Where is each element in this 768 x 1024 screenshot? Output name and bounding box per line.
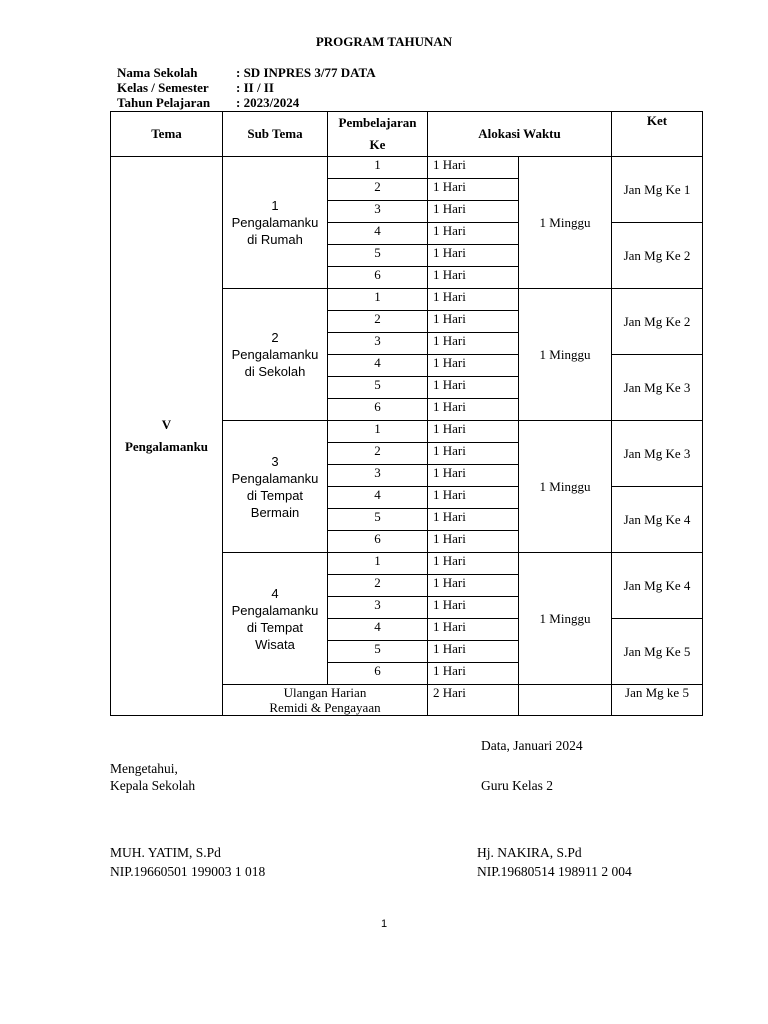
- pembelajaran-ke: 1: [328, 421, 428, 443]
- hari-cell: 1 Hari: [428, 597, 519, 619]
- hari-cell: 1 Hari: [428, 421, 519, 443]
- kepala-name: MUH. YATIM, S.Pd: [110, 845, 221, 860]
- pembelajaran-ke: 6: [328, 663, 428, 685]
- pembelajaran-ke: 2: [328, 311, 428, 333]
- pembelajaran-ke: 1: [328, 289, 428, 311]
- tema-name: Pengalamanku: [124, 439, 209, 454]
- page-number: 1: [380, 918, 388, 930]
- guru-kelas-label: Guru Kelas 2: [481, 778, 553, 793]
- alokasi-minggu: 1 Minggu: [519, 157, 612, 289]
- info-value: : 2023/2024: [236, 95, 300, 110]
- sub-tema-line: di Tempat: [246, 487, 304, 503]
- pembelajaran-ke: 3: [328, 201, 428, 223]
- pembelajaran-ke: 3: [328, 465, 428, 487]
- hari-cell: 1 Hari: [428, 377, 519, 399]
- hari-cell: 1 Hari: [428, 355, 519, 377]
- mengetahui: Mengetahui,: [110, 761, 178, 776]
- date-line: Data, Januari 2024: [481, 738, 583, 753]
- pembelajaran-ke: 4: [328, 223, 428, 245]
- sub-tema-line: di Sekolah: [244, 364, 306, 379]
- hari-cell: 1 Hari: [428, 443, 519, 465]
- alokasi-minggu: 1 Minggu: [519, 421, 612, 553]
- hari-cell: 1 Hari: [428, 465, 519, 487]
- kepala-sekolah-label: Kepala Sekolah: [110, 778, 196, 793]
- hari-cell: 1 Hari: [428, 663, 519, 685]
- sub-tema-line: Pengalamanku: [231, 602, 319, 618]
- pembelajaran-ke: 6: [328, 531, 428, 553]
- header-pembelajaran-line1: Pembelajaran: [338, 115, 417, 130]
- ulangan-empty: [519, 685, 612, 716]
- pembelajaran-ke: 3: [328, 597, 428, 619]
- pembelajaran-ke: 2: [328, 443, 428, 465]
- table-body: [111, 157, 703, 716]
- sub-tema-number: 3: [271, 453, 279, 469]
- pembelajaran-ke: 4: [328, 619, 428, 641]
- info-value: : SD INPRES 3/77 DATA: [236, 65, 376, 80]
- alokasi-minggu: 1 Minggu: [519, 553, 612, 685]
- hari-cell: 1 Hari: [428, 575, 519, 597]
- hari-cell: 1 Hari: [428, 487, 519, 509]
- info-label: Nama Sekolah: [117, 65, 198, 80]
- hari-cell: 1 Hari: [428, 399, 519, 421]
- ulangan-hari: 2 Hari: [428, 685, 519, 716]
- ket-cell: Jan Mg Ke 4: [612, 553, 703, 619]
- ket-cell: Jan Mg Ke 5: [612, 619, 703, 685]
- pembelajaran-ke: 5: [328, 509, 428, 531]
- document-title: PROGRAM TAHUNAN: [315, 34, 453, 49]
- sub-tema-line: Pengalamanku: [231, 470, 319, 486]
- table-row: [111, 157, 703, 179]
- pembelajaran-ke: 6: [328, 399, 428, 421]
- hari-cell: 1 Hari: [428, 245, 519, 267]
- kepala-nip: NIP.19660501 199003 1 018: [110, 864, 266, 879]
- info-label: Tahun Pelajaran: [117, 95, 211, 110]
- hari-cell: 1 Hari: [428, 289, 519, 311]
- sub-tema-number: 1: [271, 198, 279, 213]
- pembelajaran-ke: 3: [328, 333, 428, 355]
- tema-number: V: [161, 417, 172, 432]
- pembelajaran-ke: 2: [328, 179, 428, 201]
- header-pembelajaran: [328, 112, 428, 157]
- sub-tema-line: di Tempat: [246, 619, 304, 635]
- pembelajaran-ke: 1: [328, 553, 428, 575]
- ket-cell: Jan Mg Ke 2: [612, 289, 703, 355]
- info-label: Kelas / Semester: [117, 80, 209, 95]
- hari-cell: 1 Hari: [428, 333, 519, 355]
- sub-tema-line: Wisata: [255, 636, 295, 652]
- pembelajaran-ke: 1: [328, 157, 428, 179]
- pembelajaran-ke: 2: [328, 575, 428, 597]
- tema-cell: [111, 157, 223, 716]
- pembelajaran-ke: 5: [328, 377, 428, 399]
- sub-tema-cell: [223, 421, 328, 553]
- ket-cell: Jan Mg Ke 1: [612, 157, 703, 223]
- sub-tema-number: 4: [271, 585, 279, 601]
- sub-tema-cell: [223, 553, 328, 685]
- header-sub-tema: Sub Tema: [223, 112, 328, 157]
- sub-tema-line: Pengalamanku: [231, 347, 319, 362]
- sub-tema-line: Pengalamanku: [231, 215, 319, 230]
- pembelajaran-ke: 5: [328, 245, 428, 267]
- hari-cell: 1 Hari: [428, 157, 519, 179]
- ulangan-cell: [223, 685, 428, 716]
- hari-cell: 1 Hari: [428, 311, 519, 333]
- sub-tema-line: di Rumah: [247, 232, 303, 247]
- pembelajaran-ke: 5: [328, 641, 428, 663]
- sub-tema-number: 2: [271, 330, 279, 345]
- guru-nip: NIP.19680514 198911 2 004: [477, 864, 632, 879]
- ket-cell: Jan Mg Ke 2: [612, 223, 703, 289]
- pembelajaran-ke: 6: [328, 267, 428, 289]
- header-alokasi: Alokasi Waktu: [428, 112, 612, 157]
- pembelajaran-ke: 4: [328, 355, 428, 377]
- ket-cell: Jan Mg Ke 3: [612, 421, 703, 487]
- ket-cell: Jan Mg Ke 4: [612, 487, 703, 553]
- ulangan-ket: Jan Mg ke 5: [612, 685, 703, 716]
- hari-cell: 1 Hari: [428, 223, 519, 245]
- sub-tema-cell: [223, 289, 328, 421]
- hari-cell: 1 Hari: [428, 553, 519, 575]
- hari-cell: 1 Hari: [428, 179, 519, 201]
- table-header-row: [111, 112, 703, 157]
- sub-tema-line: Bermain: [250, 504, 300, 520]
- hari-cell: 1 Hari: [428, 641, 519, 663]
- hari-cell: 1 Hari: [428, 531, 519, 553]
- hari-cell: 1 Hari: [428, 267, 519, 289]
- sub-tema-cell: [223, 157, 328, 289]
- alokasi-minggu: 1 Minggu: [519, 289, 612, 421]
- pembelajaran-ke: 4: [328, 487, 428, 509]
- hari-cell: 1 Hari: [428, 201, 519, 223]
- ket-cell: Jan Mg Ke 3: [612, 355, 703, 421]
- guru-name: Hj. NAKIRA, S.Pd: [477, 845, 582, 860]
- info-value: : II / II: [236, 80, 274, 95]
- header-ket: Ket: [612, 112, 703, 157]
- header-tema: Tema: [111, 112, 223, 157]
- header-pembelajaran-line2: Ke: [369, 137, 386, 152]
- ulangan-line1: Ulangan Harian: [283, 685, 367, 700]
- hari-cell: 1 Hari: [428, 509, 519, 531]
- hari-cell: 1 Hari: [428, 619, 519, 641]
- program-table: [110, 111, 703, 716]
- ulangan-line2: Remidi & Pengayaan: [269, 700, 381, 715]
